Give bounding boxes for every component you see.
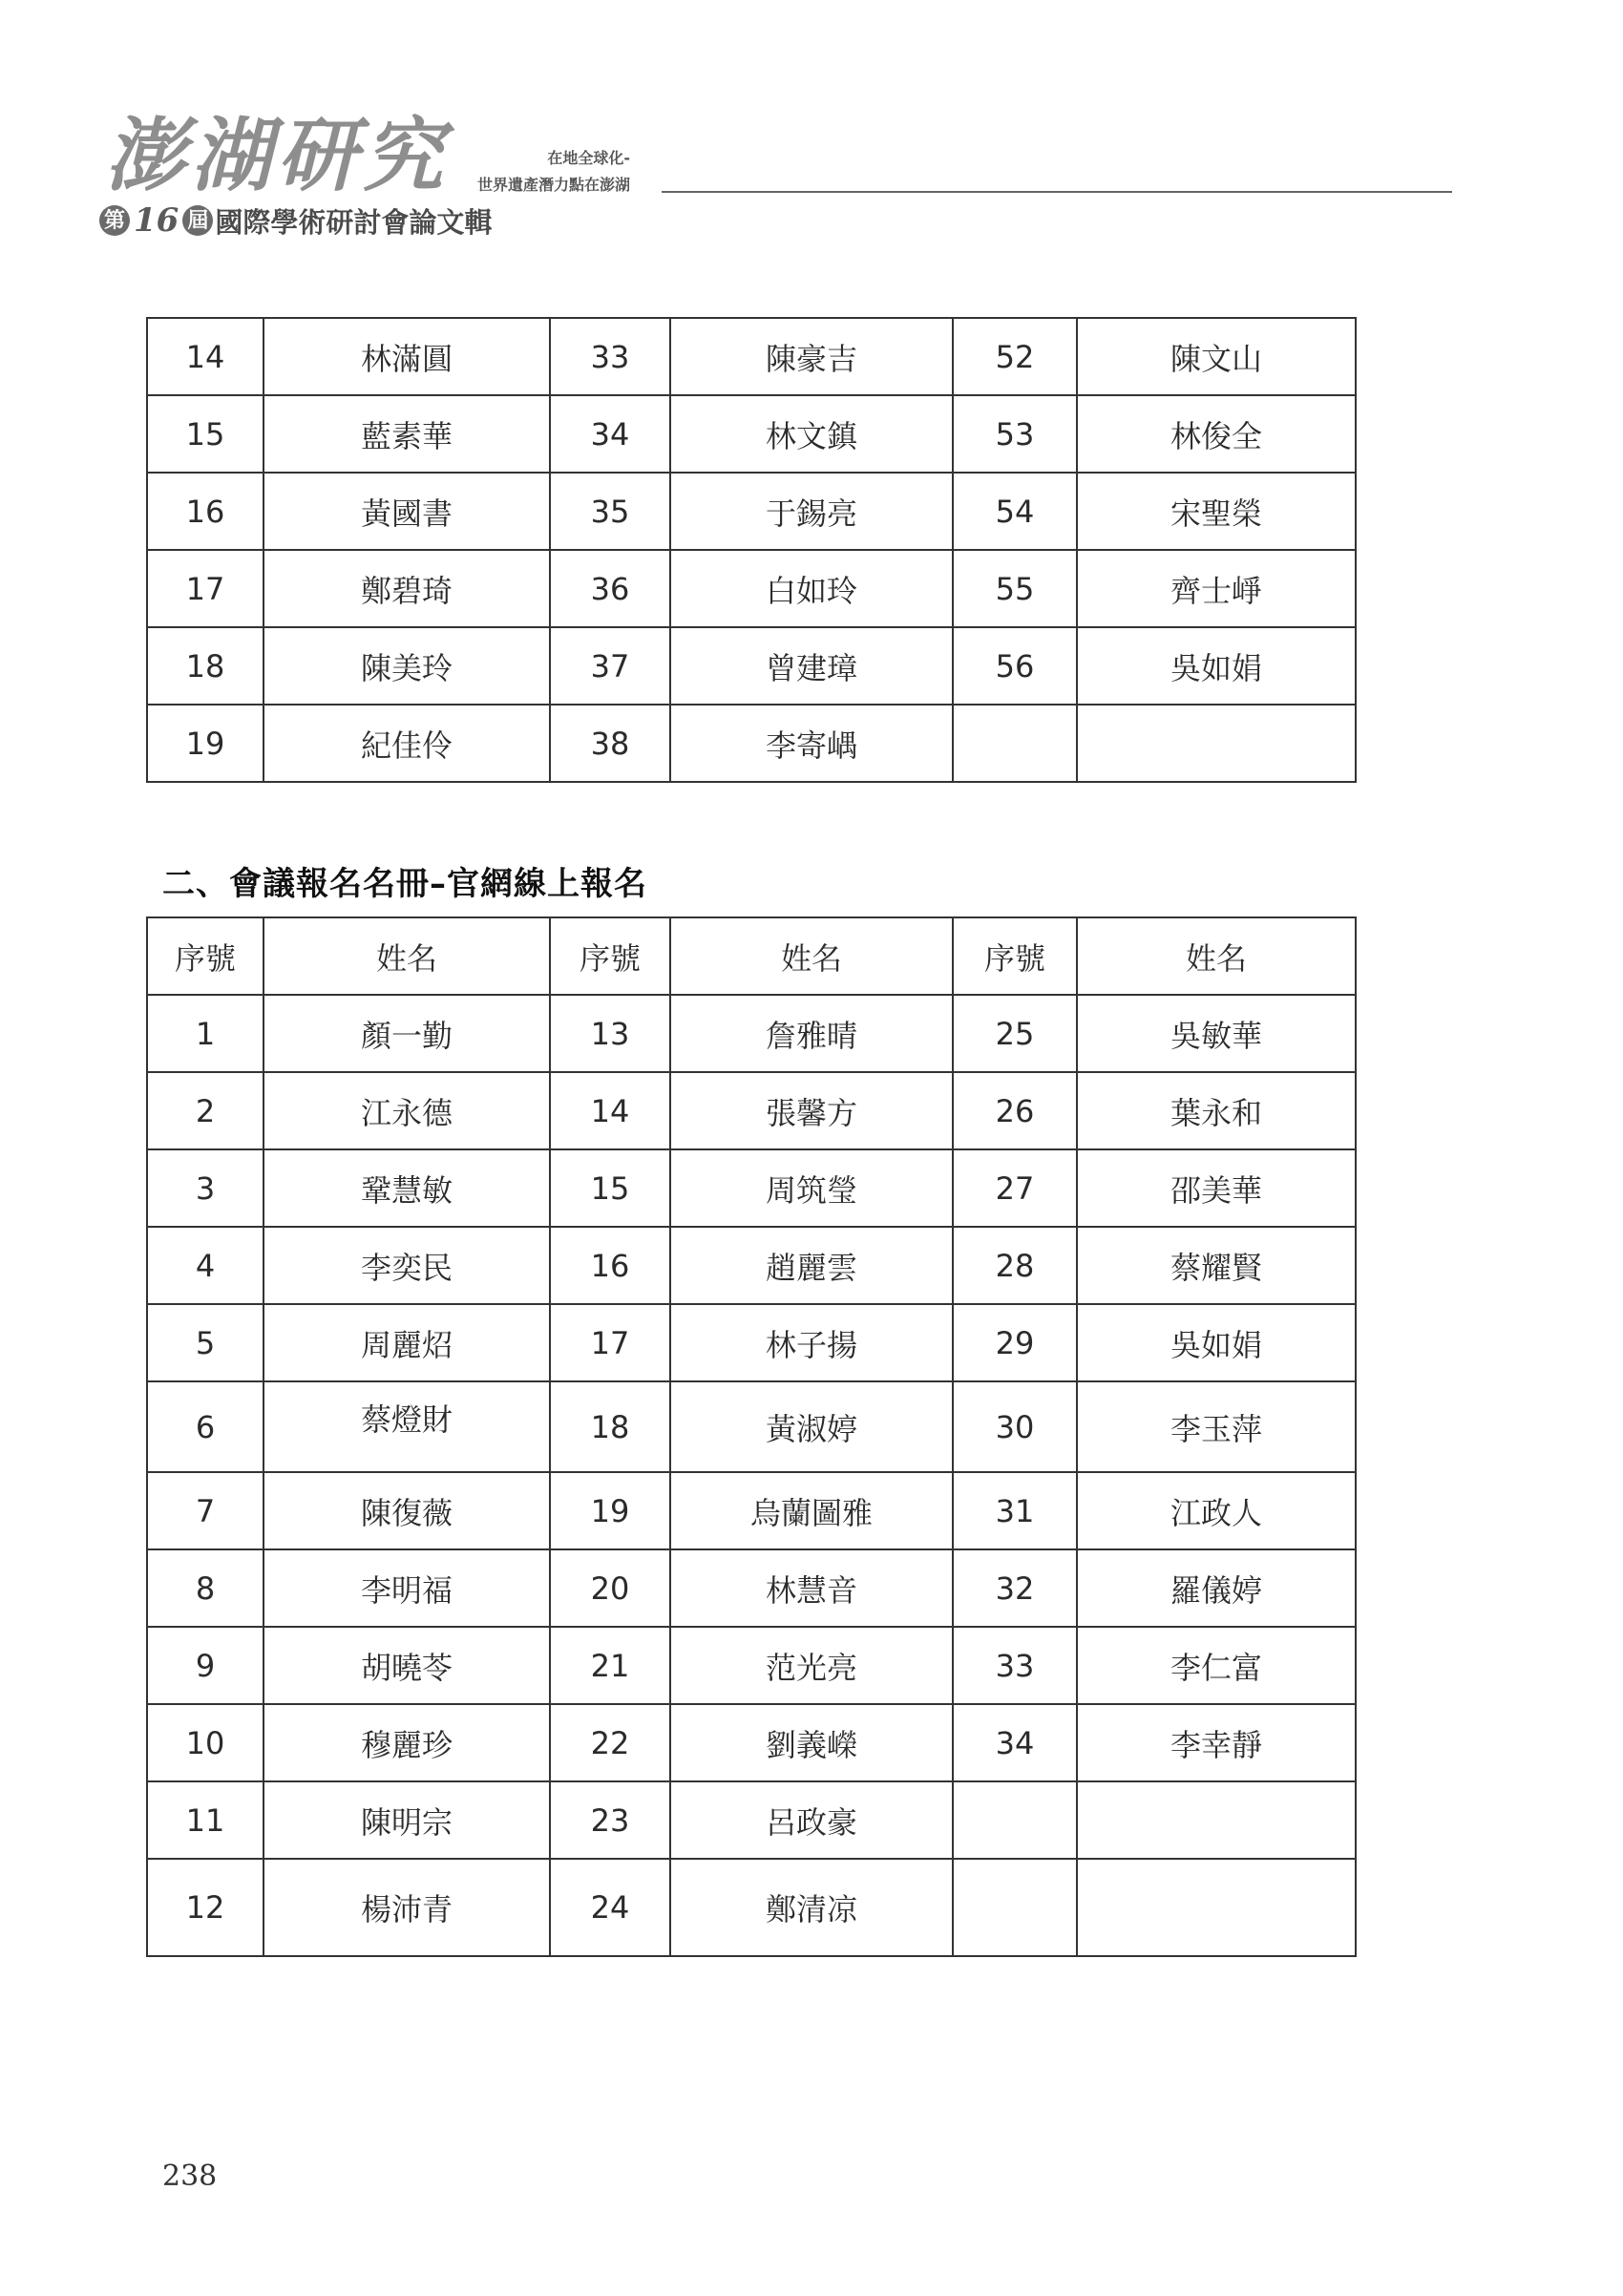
edition-prefix: 第: [99, 205, 130, 236]
serial-number-cell: 26: [953, 1072, 1077, 1149]
serial-number-cell: 34: [550, 395, 670, 473]
name-cell: 范光亮: [670, 1627, 953, 1704]
serial-number-cell: 32: [953, 1549, 1077, 1627]
serial-number-cell: 16: [550, 1227, 670, 1304]
name-cell: 陳豪吉: [670, 318, 953, 395]
name-cell: 烏蘭圖雅: [670, 1472, 953, 1549]
name-cell: 李仁富: [1077, 1627, 1356, 1704]
name-cell: 呂政豪: [670, 1781, 953, 1859]
edition-mid: 屆: [182, 205, 213, 236]
serial-number-cell: 27: [953, 1149, 1077, 1227]
serial-header-cell: 序號: [953, 917, 1077, 995]
serial-number-cell: 17: [147, 550, 263, 627]
table-row: [147, 627, 1356, 705]
name-cell: 江政人: [1077, 1472, 1356, 1549]
serial-number-cell: [953, 1859, 1077, 1956]
name-cell: 藍素華: [263, 395, 550, 473]
serial-number-cell: 24: [550, 1859, 670, 1956]
name-cell: 李奕民: [263, 1227, 550, 1304]
name-cell: 葉永和: [1077, 1072, 1356, 1149]
page-header: [95, 103, 1451, 246]
serial-number-cell: 20: [550, 1549, 670, 1627]
name-cell: 李明福: [263, 1549, 550, 1627]
serial-number-cell: 23: [550, 1781, 670, 1859]
theme-line-1: 在地全球化-: [547, 149, 630, 167]
edition-number: 16: [134, 201, 179, 240]
serial-number-cell: 4: [147, 1227, 263, 1304]
name-cell: 宋聖榮: [1077, 473, 1356, 550]
name-cell: [1077, 705, 1356, 782]
table-row: [147, 550, 1356, 627]
serial-number-cell: [953, 705, 1077, 782]
serial-number-cell: 54: [953, 473, 1077, 550]
serial-number-cell: 14: [550, 1072, 670, 1149]
name-cell: 詹雅晴: [670, 995, 953, 1072]
table-row: [147, 1149, 1356, 1227]
table-row: [147, 1704, 1356, 1781]
serial-number-cell: 25: [953, 995, 1077, 1072]
serial-number-cell: 36: [550, 550, 670, 627]
online-registration-table: [146, 916, 1357, 1957]
serial-number-cell: 10: [147, 1704, 263, 1781]
name-cell: 羅儀婷: [1077, 1549, 1356, 1627]
name-cell: 吳如娟: [1077, 1304, 1356, 1381]
name-cell: 鄭碧琦: [263, 550, 550, 627]
serial-number-cell: 33: [953, 1627, 1077, 1704]
name-cell: 李寄嵎: [670, 705, 953, 782]
table-row: [147, 995, 1356, 1072]
conference-theme: [449, 145, 630, 199]
header-divider: [662, 191, 1452, 193]
table-row: [147, 1472, 1356, 1549]
serial-number-cell: 9: [147, 1627, 263, 1704]
table-row: [147, 1072, 1356, 1149]
name-header-cell: 姓名: [263, 917, 550, 995]
name-cell: 林慧音: [670, 1549, 953, 1627]
table-row: [147, 318, 1356, 395]
name-cell: 林俊全: [1077, 395, 1356, 473]
table-row: [147, 395, 1356, 473]
serial-number-cell: 31: [953, 1472, 1077, 1549]
serial-number-cell: 14: [147, 318, 263, 395]
serial-header-cell: 序號: [550, 917, 670, 995]
serial-number-cell: 13: [550, 995, 670, 1072]
name-cell: 陳美玲: [263, 627, 550, 705]
table-row: [147, 1627, 1356, 1704]
name-cell: 黃國書: [263, 473, 550, 550]
name-cell: 林滿圓: [263, 318, 550, 395]
page-number: 238: [162, 2159, 218, 2193]
serial-number-cell: 19: [550, 1472, 670, 1549]
name-cell: [1077, 1781, 1356, 1859]
serial-number-cell: 18: [550, 1381, 670, 1472]
serial-number-cell: 21: [550, 1627, 670, 1704]
name-cell: 李幸靜: [1077, 1704, 1356, 1781]
name-cell: 陳明宗: [263, 1781, 550, 1859]
serial-number-cell: [953, 1781, 1077, 1859]
table-row: [147, 1859, 1356, 1956]
serial-number-cell: 30: [953, 1381, 1077, 1472]
name-cell: 陳文山: [1077, 318, 1356, 395]
name-cell: 林子揚: [670, 1304, 953, 1381]
proceedings-title: 國際學術研討會論文輯: [215, 205, 493, 239]
name-cell: 于錫亮: [670, 473, 953, 550]
name-cell: 林文鎮: [670, 395, 953, 473]
journal-logo-subtitle: [97, 200, 492, 241]
name-cell: 穆麗珍: [263, 1704, 550, 1781]
serial-number-cell: 17: [550, 1304, 670, 1381]
name-cell: 趙麗雲: [670, 1227, 953, 1304]
name-cell: 江永德: [263, 1072, 550, 1149]
serial-number-cell: 16: [147, 473, 263, 550]
name-cell: 周麗炤: [263, 1304, 550, 1381]
name-cell: [1077, 1859, 1356, 1956]
serial-number-cell: 12: [147, 1859, 263, 1956]
serial-number-cell: 37: [550, 627, 670, 705]
name-cell: 齊士崢: [1077, 550, 1356, 627]
table-row: [147, 1304, 1356, 1381]
serial-number-cell: 15: [550, 1149, 670, 1227]
section-title: 二、會議報名名冊–官網線上報名: [162, 865, 647, 903]
name-cell: 李玉萍: [1077, 1381, 1356, 1472]
name-cell: 張馨方: [670, 1072, 953, 1149]
table-row: [147, 473, 1356, 550]
name-cell: 鄭清凉: [670, 1859, 953, 1956]
serial-number-cell: 15: [147, 395, 263, 473]
journal-logo-title: 澎湖研究: [105, 108, 450, 202]
name-cell: 吳敏華: [1077, 995, 1356, 1072]
table-row: [147, 705, 1356, 782]
name-cell: 周筑瑩: [670, 1149, 953, 1227]
table-header-row: [147, 917, 1356, 995]
table-row: [147, 1549, 1356, 1627]
name-cell: 黃淑婷: [670, 1381, 953, 1472]
serial-number-cell: 52: [953, 318, 1077, 395]
serial-number-cell: 22: [550, 1704, 670, 1781]
serial-number-cell: 56: [953, 627, 1077, 705]
name-cell: 紀佳伶: [263, 705, 550, 782]
serial-number-cell: 33: [550, 318, 670, 395]
name-cell: 邵美華: [1077, 1149, 1356, 1227]
serial-number-cell: 38: [550, 705, 670, 782]
name-cell: 白如玲: [670, 550, 953, 627]
serial-number-cell: 55: [953, 550, 1077, 627]
name-cell: 劉義嶸: [670, 1704, 953, 1781]
serial-number-cell: 6: [147, 1381, 263, 1472]
name-cell: 陳復薇: [263, 1472, 550, 1549]
serial-number-cell: 53: [953, 395, 1077, 473]
name-cell: 吳如娟: [1077, 627, 1356, 705]
name-cell: 顏一勤: [263, 995, 550, 1072]
name-cell: 蔡燈財: [263, 1381, 550, 1472]
serial-number-cell: 35: [550, 473, 670, 550]
serial-number-cell: 2: [147, 1072, 263, 1149]
name-cell: 胡曉苓: [263, 1627, 550, 1704]
serial-number-cell: 7: [147, 1472, 263, 1549]
serial-number-cell: 3: [147, 1149, 263, 1227]
name-header-cell: 姓名: [670, 917, 953, 995]
name-cell: 曾建璋: [670, 627, 953, 705]
serial-number-cell: 18: [147, 627, 263, 705]
serial-number-cell: 5: [147, 1304, 263, 1381]
name-cell: 楊沛青: [263, 1859, 550, 1956]
serial-number-cell: 29: [953, 1304, 1077, 1381]
serial-number-cell: 1: [147, 995, 263, 1072]
table-row: [147, 1227, 1356, 1304]
theme-line-2: 世界遺產潛力點在澎湖: [476, 176, 630, 194]
table-row: [147, 1381, 1356, 1472]
serial-header-cell: 序號: [147, 917, 263, 995]
serial-number-cell: 34: [953, 1704, 1077, 1781]
serial-number-cell: 8: [147, 1549, 263, 1627]
table-row: [147, 1781, 1356, 1859]
name-cell: 鞏慧敏: [263, 1149, 550, 1227]
serial-number-cell: 19: [147, 705, 263, 782]
name-cell: 蔡耀賢: [1077, 1227, 1356, 1304]
name-header-cell: 姓名: [1077, 917, 1356, 995]
serial-number-cell: 28: [953, 1227, 1077, 1304]
serial-number-cell: 11: [147, 1781, 263, 1859]
name-table-continued: [146, 317, 1357, 783]
